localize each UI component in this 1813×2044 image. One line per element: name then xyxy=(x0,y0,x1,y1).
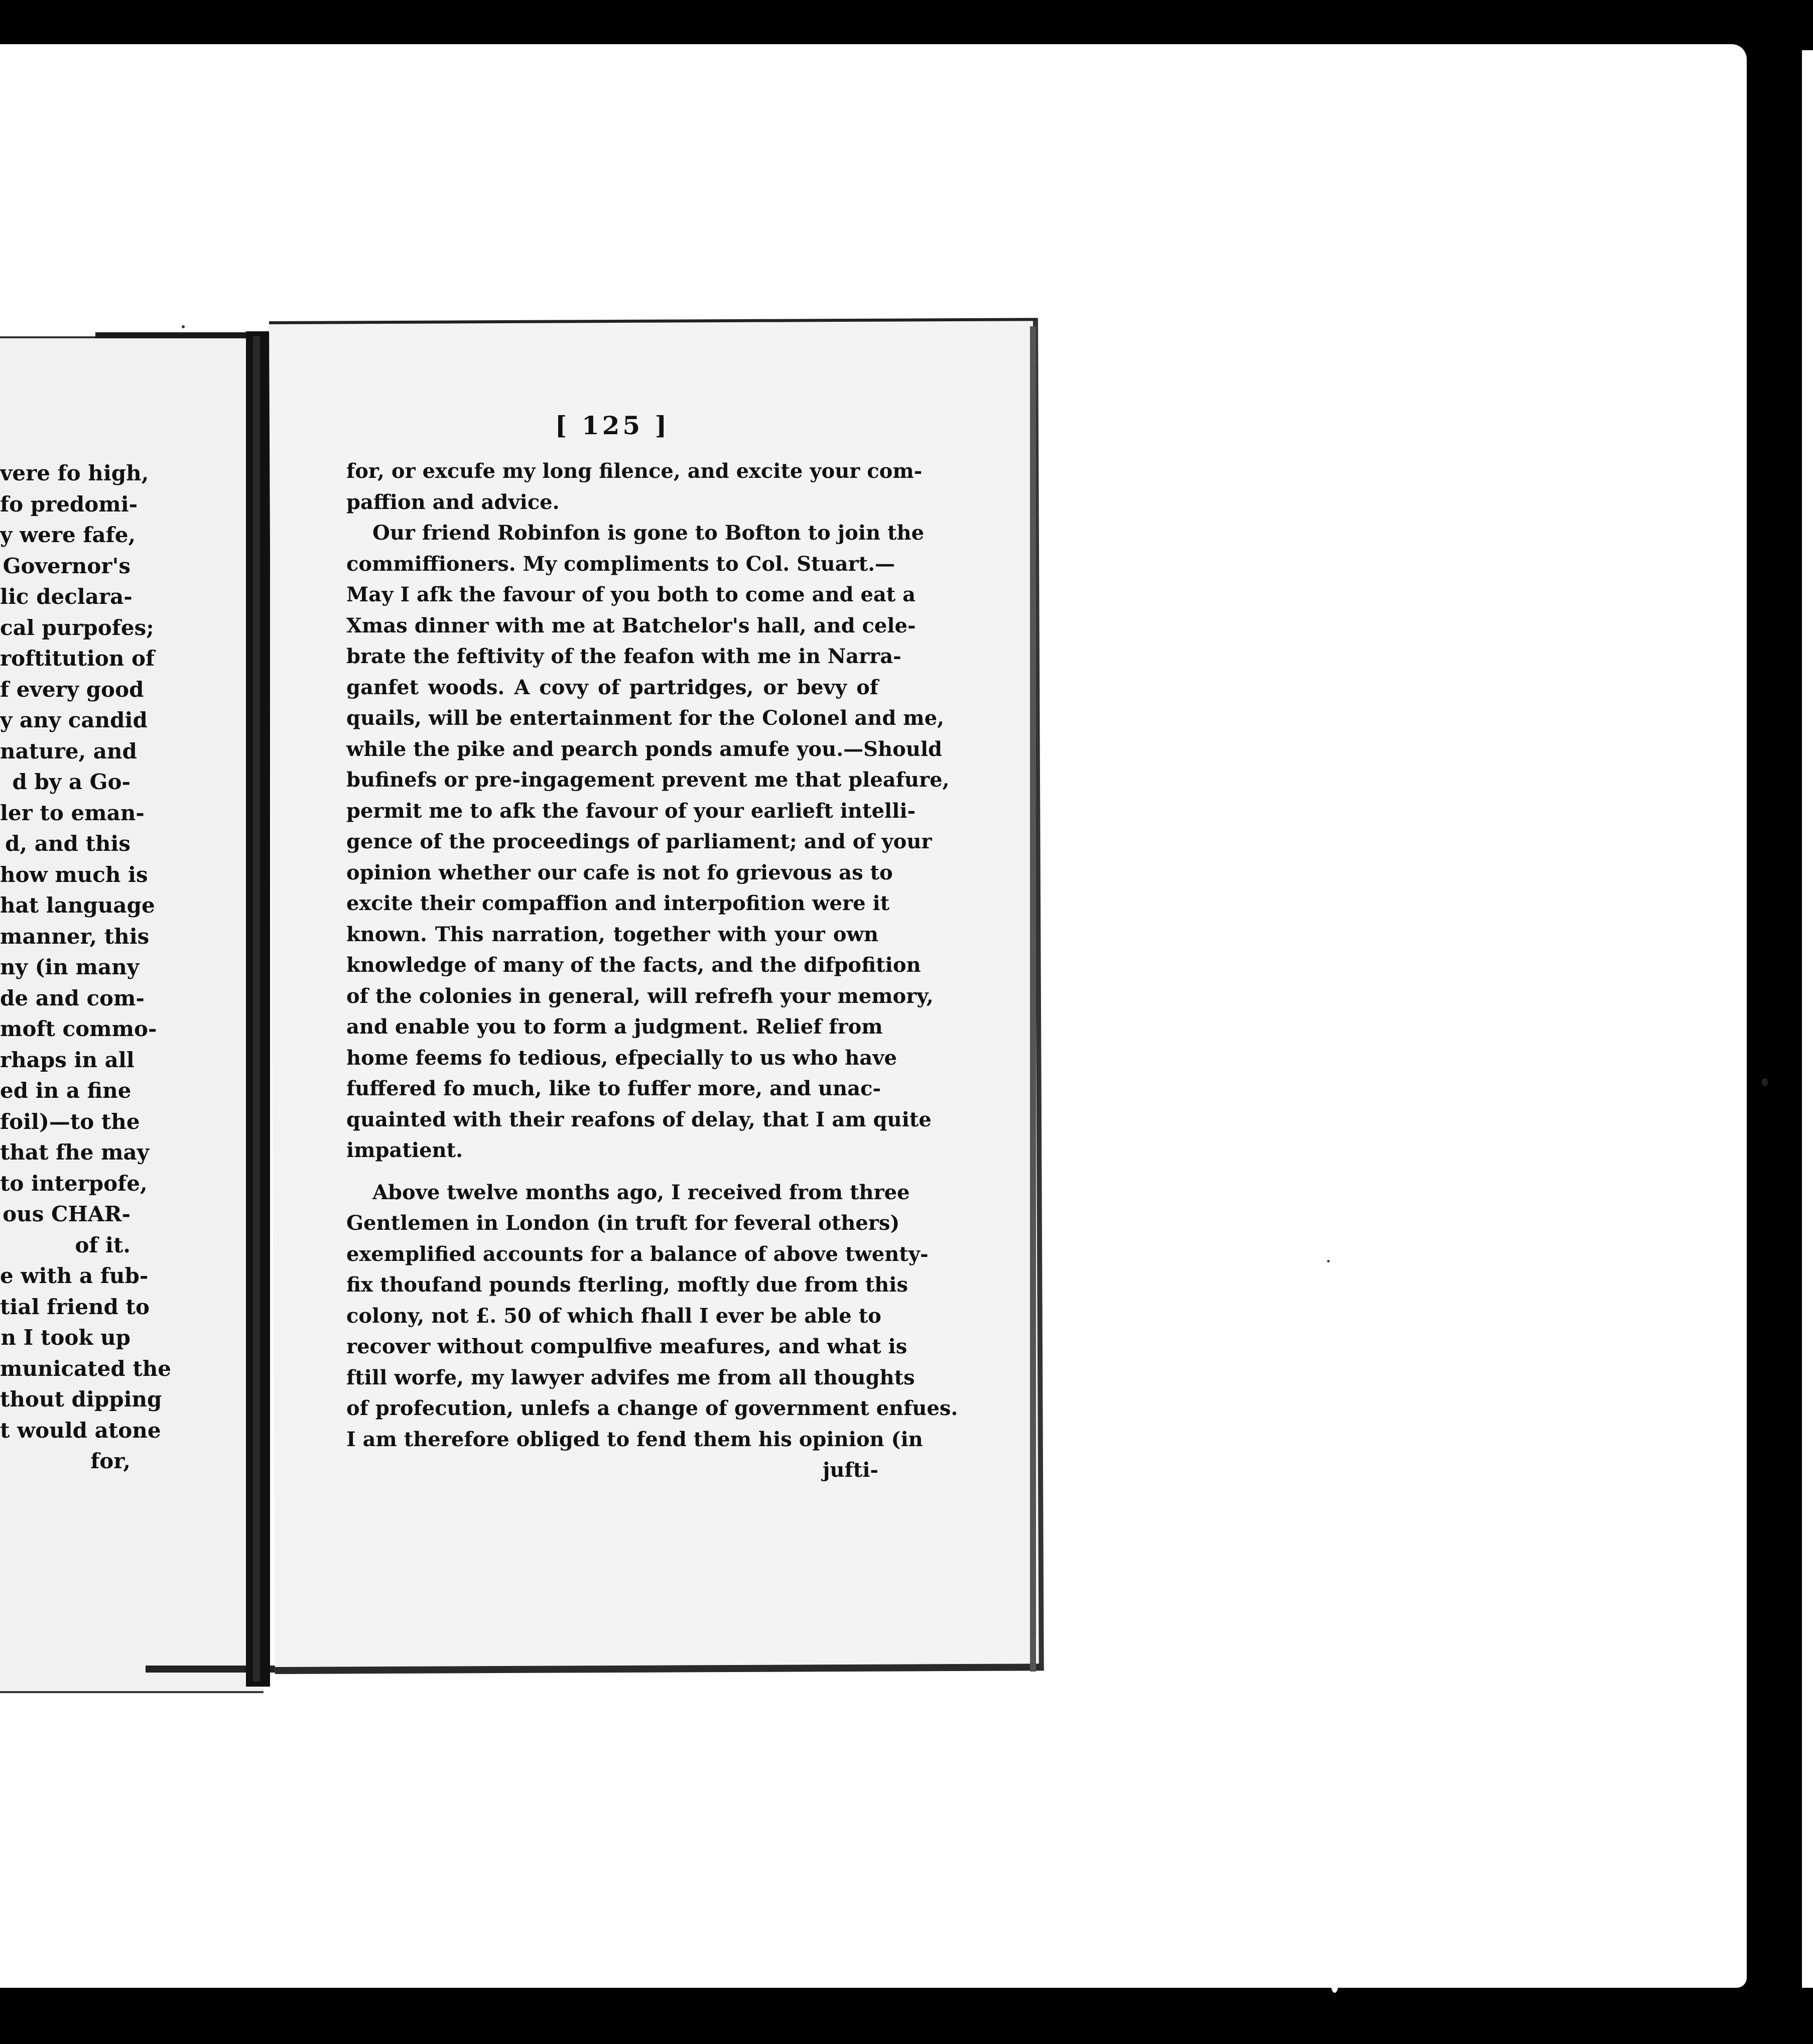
text-line: fix thoufand pounds fterling, moftly due from this xyxy=(346,1273,908,1297)
book-gutter xyxy=(253,336,260,1682)
film-notch xyxy=(1762,1078,1768,1086)
text-line: ftill worfe, my lawyer advifes me from all thoughts xyxy=(346,1365,915,1389)
text-line: bufinefs or pre-ingagement prevent me that pleafure, xyxy=(346,768,950,792)
left-page-line: thout dipping xyxy=(0,1387,162,1412)
film-edge-strip xyxy=(1802,50,1813,1988)
left-page-line: de and com- xyxy=(0,985,145,1010)
text-line: impatient. xyxy=(346,1138,463,1162)
left-page-line: hat language xyxy=(0,893,155,918)
left-page-line: ed in a fine xyxy=(0,1078,132,1103)
text-line: known. This narration, together with your own xyxy=(346,922,878,946)
film-scratch xyxy=(1331,1978,1338,1993)
left-page-line: y any candid xyxy=(0,708,148,732)
text-line: ganfet woods. A covy of partridges, or bevy of xyxy=(346,675,878,699)
left-page-line: e with a fub- xyxy=(0,1263,149,1288)
left-page-line: municated the xyxy=(0,1356,172,1381)
left-page-line: vere fo high, xyxy=(0,461,149,485)
left-page-line: rhaps in all xyxy=(0,1047,135,1072)
left-page-line: d by a Go- xyxy=(12,770,131,794)
text-line: commiffioners. My compliments to Col. Stuart.— xyxy=(346,552,895,576)
left-page-line: to interpofe, xyxy=(0,1171,148,1196)
text-line: quainted with their reafons of delay, that I am quite xyxy=(346,1107,932,1131)
text-line: excite their compaffion and interpofition were it xyxy=(346,891,890,915)
text-line: Gentlemen in London (in truft for feveral others) xyxy=(346,1211,900,1235)
text-line: colony, not £. 50 of which fhall I ever be able to xyxy=(346,1304,881,1328)
left-page-line: that fhe may xyxy=(0,1140,150,1165)
text-line: quails, will be entertainment for the Colonel and me, xyxy=(346,706,944,730)
right-page-edge-shadow xyxy=(1030,326,1036,1672)
left-page-line: t would atone xyxy=(0,1418,161,1443)
left-page-line: foil)—to the xyxy=(0,1109,140,1134)
left-page-line: for, xyxy=(90,1449,131,1473)
left-page-line: ous CHAR- xyxy=(3,1202,131,1226)
text-line: opinion whether our cafe is not fo grievous as to xyxy=(346,860,893,884)
left-page-line: lic declara- xyxy=(0,584,133,609)
text-line: recover without compulfive meafures, and what is xyxy=(346,1335,908,1358)
left-page-line: moft commo- xyxy=(0,1016,157,1041)
text-line: knowledge of many of the facts, and the difpofition xyxy=(346,953,921,977)
left-page-line: y were fafe, xyxy=(0,523,136,547)
left-page-line: cal purpofes; xyxy=(0,615,154,640)
text-line: I am therefore obliged to fend them his opinion (in xyxy=(346,1427,923,1451)
left-page-line: d, and this xyxy=(5,831,131,856)
paragraph-spacer xyxy=(346,1166,878,1177)
text-line: gence of the proceedings of parliament; and of your xyxy=(346,830,932,853)
film-speck xyxy=(182,325,185,328)
text-line: exemplified accounts for a balance of above twenty- xyxy=(346,1242,929,1266)
text-line: May I afk the favour of you both to come and eat a xyxy=(346,583,916,606)
left-page-line: Governor's xyxy=(3,553,131,578)
text-line: Xmas dinner with me at Batchelor's hall, and cele- xyxy=(346,613,916,637)
text-line: permit me to afk the favour of your earlieft intelli- xyxy=(346,799,916,823)
text-line: while the pike and pearch ponds amufe you.—Should xyxy=(346,737,943,761)
left-page-text xyxy=(0,458,172,1477)
left-page-line: of it. xyxy=(75,1232,131,1257)
text-line: of profecution, unlefs a change of government enfues. xyxy=(346,1396,958,1420)
left-page-line: manner, this xyxy=(0,924,150,949)
left-page-line: n I took up xyxy=(1,1325,131,1350)
text-line: and enable you to form a judgment. Relief from xyxy=(346,1015,883,1039)
left-page-line: tial friend to xyxy=(0,1294,150,1319)
right-page-text xyxy=(346,456,958,1486)
left-page-line: f every good xyxy=(0,677,144,702)
text-line: for, or excufe my long filence, and excite your com- xyxy=(346,459,923,483)
text-line: brate the feftivity of the feafon with me in Narra- xyxy=(346,645,901,668)
left-page-line: ny (in many xyxy=(0,955,140,979)
left-page-line: nature, and xyxy=(0,738,137,763)
page-number: [ 125 ] xyxy=(555,411,670,440)
left-page-line: fo predomi- xyxy=(0,491,138,517)
text-line: fuffered fo much, like to fuffer more, and unac- xyxy=(346,1077,881,1100)
text-line: Above twelve months ago, I received from three xyxy=(372,1180,910,1204)
left-page-line: how much is xyxy=(0,862,148,887)
text-line: of the colonies in general, will refrefh your memory, xyxy=(346,984,934,1008)
film-speck xyxy=(1327,1260,1330,1262)
text-line: Our friend Robinfon is gone to Bofton to join the xyxy=(372,521,925,545)
text-line: paffion and advice. xyxy=(346,490,560,514)
catchword: jufti- xyxy=(822,1458,878,1482)
left-page-line: roftitution of xyxy=(0,646,155,671)
left-page-line: ler to eman- xyxy=(0,800,145,825)
text-line: home feems fo tedious, efpecially to us who have xyxy=(346,1046,897,1070)
